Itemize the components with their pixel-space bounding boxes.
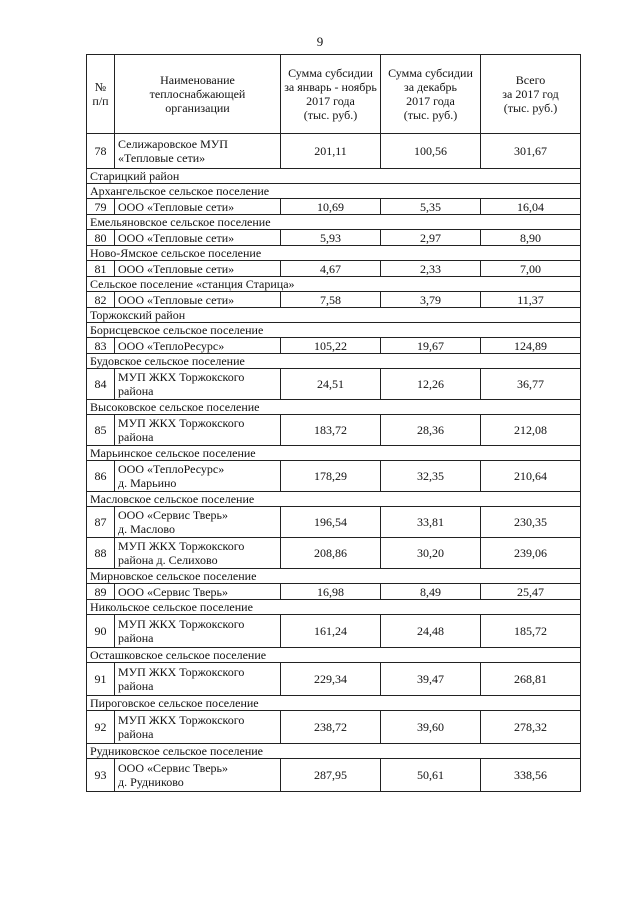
section-row — [87, 215, 581, 230]
table-row — [87, 199, 581, 215]
table-row — [87, 507, 581, 538]
subsidy-jan-nov: 196,54 — [281, 507, 381, 538]
table-row — [87, 261, 581, 277]
subsidy-december: 39,47 — [381, 663, 481, 696]
table-row — [87, 711, 581, 744]
row-number: 78 — [87, 134, 115, 169]
section-title: Будовское сельское поселение — [87, 354, 581, 369]
row-number: 79 — [87, 199, 115, 215]
table-row — [87, 538, 581, 569]
subsidy-jan-nov: 24,51 — [281, 369, 381, 400]
table-body — [87, 134, 581, 792]
table-row — [87, 338, 581, 354]
row-number: 88 — [87, 538, 115, 569]
organization-name: ООО «Сервис Тверь» д. Рудниково — [115, 759, 281, 792]
subsidy-december: 39,60 — [381, 711, 481, 744]
subsidy-jan-nov: 16,98 — [281, 584, 381, 600]
organization-name: МУП ЖКХ Торжокского района — [115, 415, 281, 446]
subsidy-jan-nov: 105,22 — [281, 338, 381, 354]
subsidy-total: 268,81 — [481, 663, 581, 696]
section-title: Сельское поселение «станция Старица» — [87, 277, 581, 292]
subsidy-total: 7,00 — [481, 261, 581, 277]
table-row — [87, 292, 581, 308]
organization-name: ООО «Тепловые сети» — [115, 230, 281, 246]
organization-name: Селижаровское МУП «Тепловые сети» — [115, 134, 281, 169]
section-row — [87, 696, 581, 711]
organization-name: ООО «ТеплоРесурс» — [115, 338, 281, 354]
table-row — [87, 663, 581, 696]
subsidy-total: 210,64 — [481, 461, 581, 492]
section-title: Марьинское сельское поселение — [87, 446, 581, 461]
row-number: 91 — [87, 663, 115, 696]
subsidy-december: 19,67 — [381, 338, 481, 354]
header-organization: Наименование теплоснабжающей организации — [115, 55, 281, 134]
subsidy-december: 5,35 — [381, 199, 481, 215]
section-title: Пироговское сельское поселение — [87, 696, 581, 711]
organization-name: МУП ЖКХ Торжокского района — [115, 711, 281, 744]
header-number: № п/п — [87, 55, 115, 134]
section-row — [87, 308, 581, 323]
organization-name: ООО «Тепловые сети» — [115, 261, 281, 277]
subsidy-december: 2,97 — [381, 230, 481, 246]
row-number: 82 — [87, 292, 115, 308]
subsidy-december: 32,35 — [381, 461, 481, 492]
subsidy-total: 212,08 — [481, 415, 581, 446]
subsidy-december: 8,49 — [381, 584, 481, 600]
page-number: 9 — [316, 34, 324, 49]
table-row — [87, 461, 581, 492]
section-title: Старицкий район — [87, 169, 581, 184]
section-row — [87, 323, 581, 338]
section-row — [87, 169, 581, 184]
section-row — [87, 446, 581, 461]
row-number: 89 — [87, 584, 115, 600]
section-title: Никольское сельское поселение — [87, 600, 581, 615]
organization-name: МУП ЖКХ Торжокского района д. Селихово — [115, 538, 281, 569]
subsidy-jan-nov: 238,72 — [281, 711, 381, 744]
subsidy-december: 12,26 — [381, 369, 481, 400]
subsidy-december: 33,81 — [381, 507, 481, 538]
section-title: Высоковское сельское поселение — [87, 400, 581, 415]
subsidy-total: 278,32 — [481, 711, 581, 744]
section-row — [87, 492, 581, 507]
section-row — [87, 400, 581, 415]
subsidy-total: 25,47 — [481, 584, 581, 600]
subsidy-jan-nov: 201,11 — [281, 134, 381, 169]
section-title: Мирновское сельское поселение — [87, 569, 581, 584]
section-row — [87, 648, 581, 663]
section-row — [87, 569, 581, 584]
subsidy-jan-nov: 229,34 — [281, 663, 381, 696]
row-number: 83 — [87, 338, 115, 354]
organization-name: МУП ЖКХ Торжокского района — [115, 369, 281, 400]
subsidy-table — [86, 54, 581, 792]
section-title: Емельяновское сельское поселение — [87, 215, 581, 230]
section-title: Борисцевское сельское поселение — [87, 323, 581, 338]
subsidy-jan-nov: 208,86 — [281, 538, 381, 569]
section-row — [87, 184, 581, 199]
table-row — [87, 134, 581, 169]
subsidy-jan-nov: 287,95 — [281, 759, 381, 792]
subsidy-total: 230,35 — [481, 507, 581, 538]
subsidy-jan-nov: 161,24 — [281, 615, 381, 648]
subsidy-total: 8,90 — [481, 230, 581, 246]
header-december: Сумма субсидии за декабрь 2017 года (тыс. руб.) — [381, 55, 481, 134]
table-row — [87, 615, 581, 648]
subsidy-total: 36,77 — [481, 369, 581, 400]
table-row — [87, 230, 581, 246]
section-row — [87, 744, 581, 759]
organization-name: МУП ЖКХ Торжокского района — [115, 663, 281, 696]
organization-name: МУП ЖКХ Торжокского района — [115, 615, 281, 648]
subsidy-december: 28,36 — [381, 415, 481, 446]
section-title: Рудниковское сельское поселение — [87, 744, 581, 759]
row-number: 85 — [87, 415, 115, 446]
section-title: Архангельское сельское поселение — [87, 184, 581, 199]
row-number: 87 — [87, 507, 115, 538]
row-number: 90 — [87, 615, 115, 648]
organization-name: ООО «Тепловые сети» — [115, 199, 281, 215]
subsidy-jan-nov: 10,69 — [281, 199, 381, 215]
section-title: Торжокский район — [87, 308, 581, 323]
organization-name: ООО «ТеплоРесурс» д. Марьино — [115, 461, 281, 492]
subsidy-december: 24,48 — [381, 615, 481, 648]
row-number: 93 — [87, 759, 115, 792]
section-row — [87, 600, 581, 615]
table-row — [87, 584, 581, 600]
section-title: Масловское сельское поселение — [87, 492, 581, 507]
subsidy-december: 50,61 — [381, 759, 481, 792]
section-row — [87, 354, 581, 369]
subsidy-total: 16,04 — [481, 199, 581, 215]
table-header-row — [87, 55, 581, 134]
row-number: 84 — [87, 369, 115, 400]
subsidy-total: 301,67 — [481, 134, 581, 169]
subsidy-jan-nov: 5,93 — [281, 230, 381, 246]
subsidy-total: 124,89 — [481, 338, 581, 354]
organization-name: ООО «Тепловые сети» — [115, 292, 281, 308]
section-title: Осташковское сельское поселение — [87, 648, 581, 663]
section-row — [87, 277, 581, 292]
subsidy-jan-nov: 4,67 — [281, 261, 381, 277]
subsidy-december: 100,56 — [381, 134, 481, 169]
section-title: Ново-Ямское сельское поселение — [87, 246, 581, 261]
subsidy-december: 3,79 — [381, 292, 481, 308]
row-number: 80 — [87, 230, 115, 246]
subsidy-jan-nov: 7,58 — [281, 292, 381, 308]
subsidy-total: 11,37 — [481, 292, 581, 308]
table-row — [87, 369, 581, 400]
subsidy-december: 2,33 — [381, 261, 481, 277]
row-number: 86 — [87, 461, 115, 492]
row-number: 81 — [87, 261, 115, 277]
header-jan-nov: Сумма субсидии за январь - ноябрь 2017 года (тыс. руб.) — [281, 55, 381, 134]
organization-name: ООО «Сервис Тверь» — [115, 584, 281, 600]
row-number: 92 — [87, 711, 115, 744]
subsidy-total: 338,56 — [481, 759, 581, 792]
subsidy-jan-nov: 183,72 — [281, 415, 381, 446]
subsidy-total: 185,72 — [481, 615, 581, 648]
subsidy-jan-nov: 178,29 — [281, 461, 381, 492]
section-row — [87, 246, 581, 261]
organization-name: ООО «Сервис Тверь» д. Маслово — [115, 507, 281, 538]
subsidy-total: 239,06 — [481, 538, 581, 569]
header-total: Всего за 2017 год (тыс. руб.) — [481, 55, 581, 134]
table-row — [87, 759, 581, 792]
table-row — [87, 415, 581, 446]
subsidy-december: 30,20 — [381, 538, 481, 569]
